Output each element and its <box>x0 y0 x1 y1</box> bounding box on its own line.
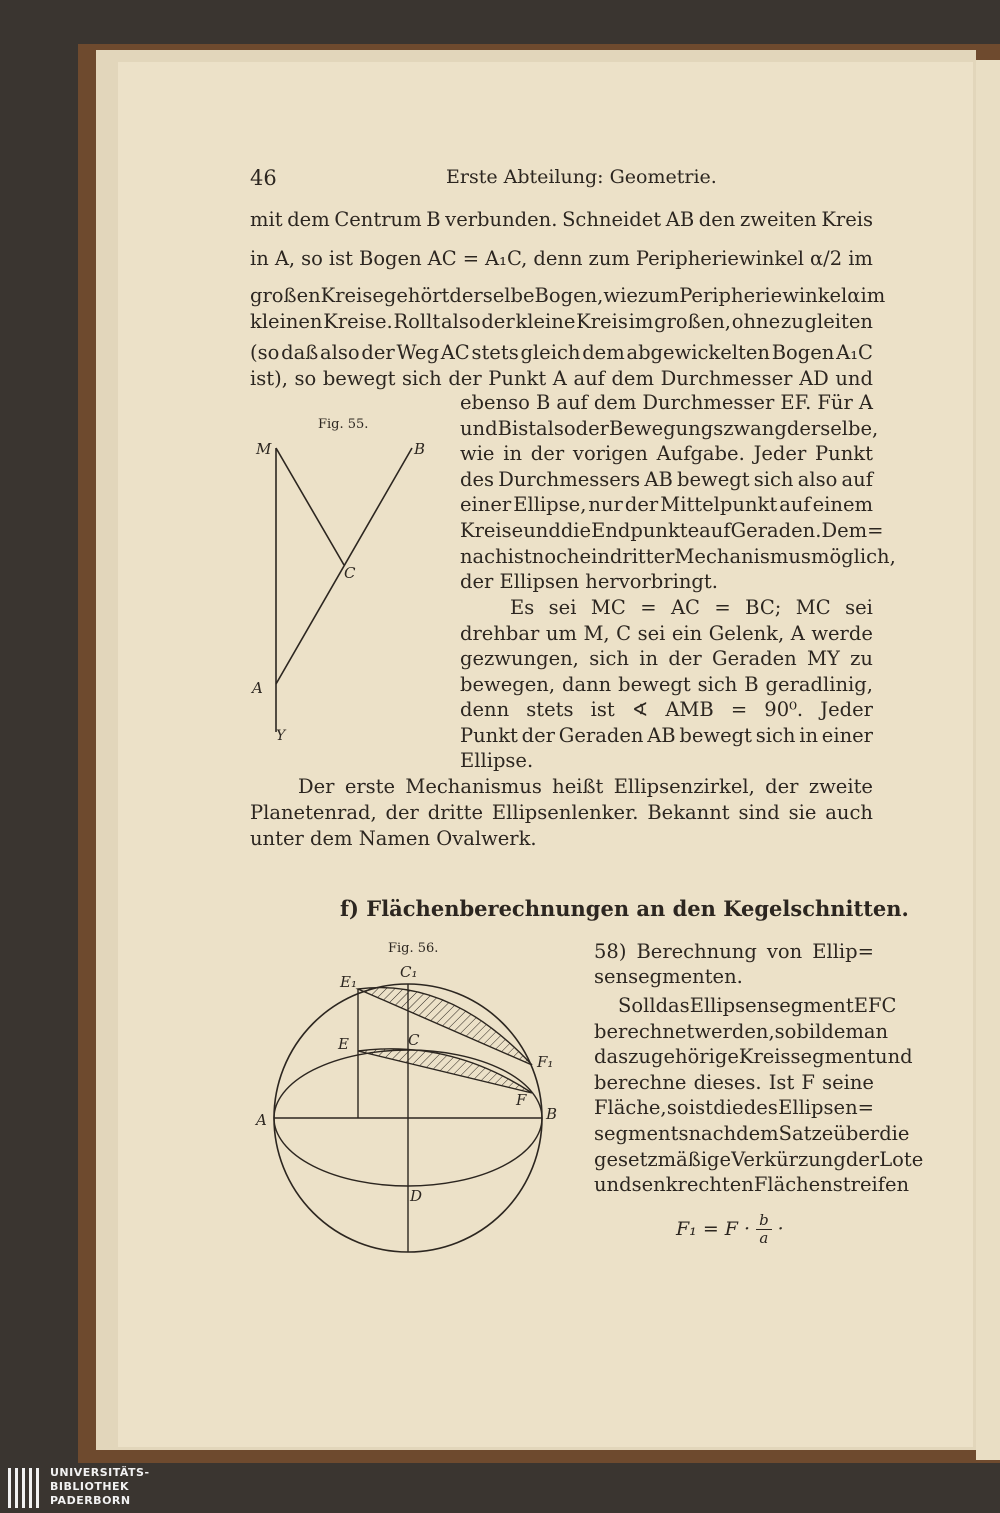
text-line: denn stets ist ∢ AMB = 90⁰. Jeder <box>460 698 873 721</box>
text-line: berechne dieses. Ist F seine <box>594 1071 874 1094</box>
section-heading: f) Flächenberechnungen an den Kegelschnitten. <box>340 896 909 921</box>
facing-page-edge <box>976 60 1000 1460</box>
text-line: 58) Berechnung von Ellip= <box>594 940 874 963</box>
text-line: in A, so ist Bogen AC = A₁C, denn zum Peripheriewinkel α/2 im <box>250 247 873 270</box>
label-b: B <box>414 440 426 458</box>
text-line: Punkt der Geraden AB bewegt sich in einer <box>460 724 873 747</box>
label-m: M <box>256 440 272 458</box>
text-line: Planetenrad, der dritte Ellipsenlenker. Bekannt sind sie auch <box>250 801 873 824</box>
text-line: segments nach dem Satze über die <box>594 1122 910 1145</box>
text-line: das zugehörige Kreissegment und <box>594 1045 913 1068</box>
label-e1: E₁ <box>340 973 357 991</box>
figure-caption: Fig. 55. <box>318 417 369 432</box>
text-line: Kreise und die Endpunkte auf Geraden. Dem= <box>460 519 884 542</box>
logo-line-1: UNIVERSITÄTS- <box>50 1466 150 1479</box>
text-line: gezwungen, sich in der Geraden MY zu <box>460 647 873 670</box>
figure-56-diagram <box>250 955 570 1255</box>
text-line: der Ellipsen hervorbringt. <box>460 570 718 593</box>
text-line: ist), so bewegt sich der Punkt A auf dem Durchmesser AD und <box>250 367 873 390</box>
text-line: gesetzmäßige Verkürzung der Lote <box>594 1148 924 1171</box>
label-b: B <box>546 1105 558 1123</box>
library-logo <box>0 1463 1000 1513</box>
text-line: nach ist noch ein dritter Mechanismus möglich, <box>460 545 896 568</box>
figure-caption: Fig. 56. <box>388 941 439 956</box>
text-line: Der erste Mechanismus heißt Ellipsenzirkel, der zweite <box>298 775 873 798</box>
formula-fraction <box>756 1212 772 1246</box>
page-number: 46 <box>250 166 277 190</box>
logo-line-2: BIBLIOTHEK <box>50 1480 130 1493</box>
label-c: C <box>408 1031 420 1049</box>
text-line: Es sei MC = AC = BC; MC sei <box>510 596 873 619</box>
text-line: sensegmenten. <box>594 965 743 988</box>
label-e: E <box>338 1035 349 1053</box>
label-f1: F₁ <box>537 1053 554 1071</box>
text-line: und senkrechten Flächenstreifen <box>594 1173 910 1196</box>
text-line: Fläche, so ist die des Ellipsen= <box>594 1096 874 1119</box>
label-c: C <box>344 564 356 582</box>
figure-55-diagram <box>240 430 440 750</box>
text-line: mit dem Centrum B verbunden. Schneidet AB den zweiten Kreis <box>250 208 873 231</box>
text-line: Ellipse. <box>460 749 534 772</box>
text-line: bewegen, dann bewegt sich B geradlinig, <box>460 673 873 696</box>
text-line: unter dem Namen Ovalwerk. <box>250 827 537 850</box>
label-y: Y <box>276 728 286 744</box>
formula <box>676 1212 784 1246</box>
label-a: A <box>256 1111 267 1129</box>
formula-numerator: b <box>756 1212 772 1230</box>
formula-denominator: a <box>759 1228 769 1247</box>
label-c1: C₁ <box>400 963 418 981</box>
text-line: (so daß also der Weg AC stets gleich dem abgewickelten Bogen A₁C <box>250 341 873 364</box>
text-line: drehbar um M, C sei ein Gelenk, A werde <box>460 622 873 645</box>
text-line: ebenso B auf dem Durchmesser EF. Für A <box>460 391 873 414</box>
text-line: des Durchmessers AB bewegt sich also auf <box>460 468 873 491</box>
formula-lhs: F₁ = F · <box>676 1218 751 1240</box>
label-a: A <box>252 679 263 697</box>
logo-bars-icon <box>6 1466 44 1510</box>
running-head: Erste Abteilung: Geometrie. <box>446 166 717 188</box>
text-line: wie in der vorigen Aufgabe. Jeder Punkt <box>460 442 873 465</box>
text-line: und B ist also der Bewegungszwang derselbe, <box>460 417 879 440</box>
label-f: F <box>516 1091 527 1109</box>
text-line: kleinen Kreise. Rollt also der kleine Kreis im großen, ohne zu gleiten <box>250 310 873 333</box>
logo-line-3: PADERBORN <box>50 1494 131 1507</box>
text-line: großen Kreise gehört derselbe Bogen, wie zum Peripheriewinkel α im <box>250 284 886 307</box>
label-d: D <box>410 1187 423 1205</box>
text-line: einer Ellipse, nur der Mittelpunkt auf einem <box>460 493 873 516</box>
text-line: Soll das Ellipsensegment EFC <box>618 994 897 1017</box>
text-line: berechnet werden, so bilde man <box>594 1020 889 1043</box>
formula-tail: · <box>777 1218 784 1240</box>
